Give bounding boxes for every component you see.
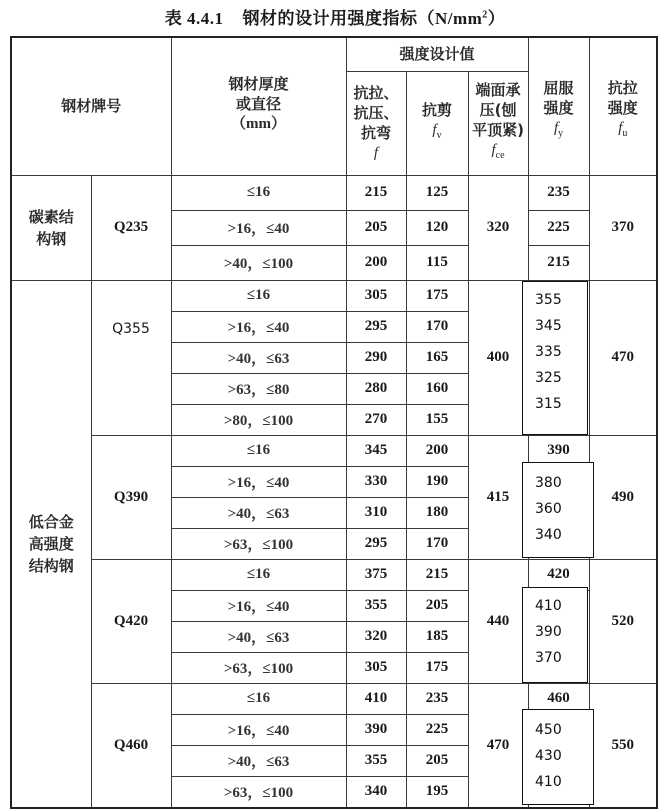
thickness-range: >63，≤80 bbox=[171, 373, 346, 404]
thickness-range: ≤16 bbox=[171, 435, 346, 466]
fce-value: 320 bbox=[468, 175, 528, 280]
fy-overlay-q420: 410 390 370 bbox=[522, 587, 588, 683]
fv-value: 180 bbox=[406, 497, 468, 528]
fv-value: 160 bbox=[406, 373, 468, 404]
fy-value: 460 bbox=[528, 683, 589, 714]
fv-value: 215 bbox=[406, 559, 468, 590]
thickness-range: ≤16 bbox=[171, 175, 346, 210]
fy-value: 390 bbox=[528, 435, 589, 466]
header-tension-compression-bending: 抗拉、 抗压、 抗弯 f bbox=[346, 71, 406, 175]
thickness-range: >40，≤63 bbox=[171, 745, 346, 776]
fv-value: 125 bbox=[406, 175, 468, 210]
fv-value: 170 bbox=[406, 311, 468, 342]
fv-value: 195 bbox=[406, 776, 468, 808]
fce-value: 400 bbox=[468, 280, 528, 435]
f-value: 310 bbox=[346, 497, 406, 528]
fy-value: 215 bbox=[528, 245, 589, 280]
fy-value: 235 bbox=[528, 175, 589, 210]
f-value: 340 bbox=[346, 776, 406, 808]
fv-value: 155 bbox=[406, 404, 468, 435]
thickness-range: ≤16 bbox=[171, 280, 346, 311]
fv-value: 175 bbox=[406, 652, 468, 683]
fu-value: 370 bbox=[589, 175, 657, 280]
fv-value: 115 bbox=[406, 245, 468, 280]
f-value: 270 bbox=[346, 404, 406, 435]
grade-q390: Q390 bbox=[91, 435, 171, 559]
f-value: 290 bbox=[346, 342, 406, 373]
f-value: 410 bbox=[346, 683, 406, 714]
header-end-bearing: 端面承 压(刨 平顶紧) $f_{ce}$ bbox=[468, 71, 528, 175]
fv-value: 225 bbox=[406, 714, 468, 745]
fv-value: 165 bbox=[406, 342, 468, 373]
f-value: 215 bbox=[346, 175, 406, 210]
category-carbon-steel: 碳素结 构钢 bbox=[11, 175, 91, 280]
header-steel-grade: 钢材牌号 bbox=[11, 37, 171, 175]
fu-value: 550 bbox=[589, 683, 657, 808]
thickness-range: >16，≤40 bbox=[171, 466, 346, 497]
f-value: 330 bbox=[346, 466, 406, 497]
fv-value: 205 bbox=[406, 590, 468, 621]
fv-value: 175 bbox=[406, 280, 468, 311]
thickness-range: >80，≤100 bbox=[171, 404, 346, 435]
thickness-range: >63，≤100 bbox=[171, 652, 346, 683]
grade-q355: Q355 bbox=[91, 280, 171, 435]
f-value: 345 bbox=[346, 435, 406, 466]
unit-superscript: 2 bbox=[482, 9, 488, 21]
thickness-range: >40，≤63 bbox=[171, 497, 346, 528]
grade-q235: Q235 bbox=[91, 175, 171, 280]
table-title bbox=[0, 4, 670, 29]
f-value: 305 bbox=[346, 280, 406, 311]
f-value: 295 bbox=[346, 528, 406, 559]
fy-value: 225 bbox=[528, 210, 589, 245]
table-row bbox=[11, 175, 657, 210]
f-value: 295 bbox=[346, 311, 406, 342]
fv-value: 235 bbox=[406, 683, 468, 714]
header-ultimate-strength: 抗拉 强度 $f_u$ bbox=[589, 37, 657, 175]
f-value: 355 bbox=[346, 590, 406, 621]
fu-value: 520 bbox=[589, 559, 657, 683]
thickness-range: ≤16 bbox=[171, 559, 346, 590]
header-shear: 抗剪 $f_v$ bbox=[406, 71, 468, 175]
thickness-range: >63，≤100 bbox=[171, 776, 346, 808]
f-value: 355 bbox=[346, 745, 406, 776]
fv-value: 190 bbox=[406, 466, 468, 497]
fy-overlay-q390: 380 360 340 bbox=[522, 462, 594, 558]
f-value: 200 bbox=[346, 245, 406, 280]
grade-q420: Q420 bbox=[91, 559, 171, 683]
f-value: 305 bbox=[346, 652, 406, 683]
thickness-range: >16，≤40 bbox=[171, 590, 346, 621]
header-design-value: 强度设计值 bbox=[346, 37, 528, 71]
thickness-range: >40，≤100 bbox=[171, 245, 346, 280]
fu-value: 490 bbox=[589, 435, 657, 559]
thickness-range: >16，≤40 bbox=[171, 311, 346, 342]
fu-value: 470 bbox=[589, 280, 657, 435]
fv-value: 120 bbox=[406, 210, 468, 245]
table-row bbox=[11, 559, 657, 590]
thickness-range: >40，≤63 bbox=[171, 342, 346, 373]
table-number: 表 4.4.1 bbox=[164, 9, 224, 28]
fv-value: 185 bbox=[406, 621, 468, 652]
fce-value: 440 bbox=[468, 559, 528, 683]
unit-close: ） bbox=[487, 9, 506, 28]
grade-q460: Q460 bbox=[91, 683, 171, 808]
header-thickness: 钢材厚度 或直径 （mm） bbox=[171, 37, 346, 175]
category-low-alloy-steel: 低合金 高强度 结构钢 bbox=[11, 280, 91, 808]
f-value: 280 bbox=[346, 373, 406, 404]
header-yield-strength: 屈服 强度 $f_y$ bbox=[528, 37, 589, 175]
fv-value: 205 bbox=[406, 745, 468, 776]
fce-value: 470 bbox=[468, 683, 528, 808]
fy-overlay-q355: 355 345 335 325 315 bbox=[522, 281, 588, 435]
unit-open: （N/mm bbox=[417, 9, 483, 28]
fv-value: 200 bbox=[406, 435, 468, 466]
fy-value: 420 bbox=[528, 559, 589, 590]
fy-overlay-q460: 450 430 410 bbox=[522, 709, 594, 805]
f-value: 205 bbox=[346, 210, 406, 245]
fce-value: 415 bbox=[468, 435, 528, 559]
f-value: 390 bbox=[346, 714, 406, 745]
f-value: 375 bbox=[346, 559, 406, 590]
f-value: 320 bbox=[346, 621, 406, 652]
fv-value: 170 bbox=[406, 528, 468, 559]
thickness-range: ≤16 bbox=[171, 683, 346, 714]
thickness-range: >16，≤40 bbox=[171, 210, 346, 245]
table-caption: 钢材的设计用强度指标 bbox=[242, 9, 418, 28]
thickness-range: >63，≤100 bbox=[171, 528, 346, 559]
thickness-range: >16，≤40 bbox=[171, 714, 346, 745]
thickness-range: >40，≤63 bbox=[171, 621, 346, 652]
